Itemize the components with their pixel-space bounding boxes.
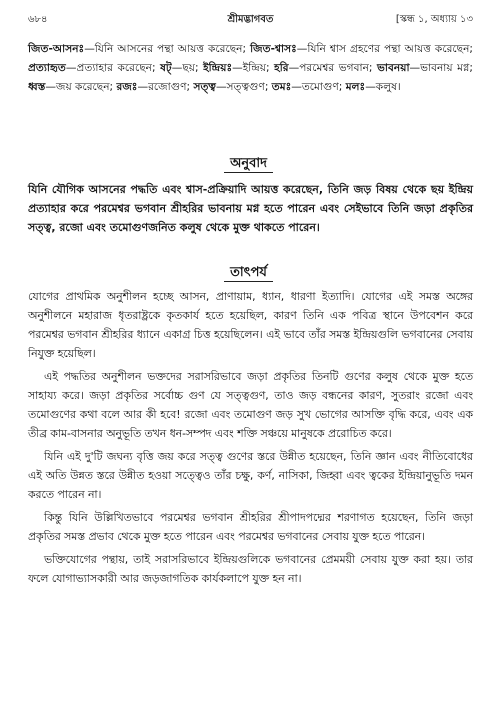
synonym-meaning: যিনি আসনের পন্থা আয়ত্ত করেছেন; xyxy=(94,43,247,55)
synonym-entry: জিত-শ্বাসঃ—যিনি শ্বাস গ্রহণের পন্থা আয়ত্ত করেছেন; xyxy=(250,43,473,55)
synonym-entry: জিত-আসনঃ—যিনি আসনের পন্থা আয়ত্ত করেছেন; xyxy=(28,43,247,55)
synonym-entry: মলঃ—কলুষ। xyxy=(345,81,401,93)
synonym-entry: ভাবনয়া—ভাবনায় মগ্ন; xyxy=(377,62,473,74)
synonym-meaning: প্রত্যাহার করেছেন; xyxy=(76,62,156,74)
purport-paragraph: যিনি এই দু'টি জঘন্য বৃত্তি জয় করে সত্ত্ব গুণের স্তরে উন্নীত হয়েছেন, তিনি জ্ঞান এবং নীতিবোধের এই অতি উন্নত স্তরে উন্নীত হওয়া সত্ত্বেও তাঁর চক্ষু, কর্ণ, নাসিকা, জিহ্বা এবং ত্বকের ইন্দ্রিয়ানুভূতি দমন করতে পারেন না। xyxy=(28,450,473,501)
synonym-term: জিত-আসনঃ xyxy=(28,43,85,55)
translation-text: যিনি যৌগিক আসনের পদ্ধতি এবং শ্বাস-প্রক্রিয়াদি আয়ত্ত করেছেন, তিনি জড় বিষয় থেকে ছয় ইন্দ্রিয় প্রত্যাহার করে পরমেশ্বর ভগবান শ্রীহরির ভাবনায় মগ্ন হতে পারেন এবং সেইভাবে তিনি জড়া প্রকৃতির সত্ত্ব, রজো এবং তমোগুণজনিত কলুষ থেকে মুক্ত থাকতে পারেন। xyxy=(28,183,473,234)
synonym-term: ধ্বস্ত xyxy=(28,81,46,93)
synonym-meaning: ইন্দ্রিয়; xyxy=(242,62,270,74)
purport-paragraph: যোগের প্রাথমিক অনুশীলন হচ্ছে আসন, প্রাণায়াম, ধ্যান, ধারণা ইত্যাদি। যোগের এই সমস্ত অঙ্গের অনুশীলনে মহারাজ ধৃতরাষ্ট্রকে কৃতকার্য হতে হয়েছিল, কারণ তিনি এক পবিত্র স্থানে উপবেশন করে পরমেশ্বর ভগবান শ্রীহরির ধ্যানে একাগ্র চিত্ত হয়েছিলেন। এই ভাবে তাঁর সমস্ত ইন্দ্রিয়গুলি ভগবানের সেবায় নিযুক্ত হয়েছিল। xyxy=(28,290,473,360)
page-number: ৬৮৪ xyxy=(28,14,48,25)
synonym-entry: ষট্—ছয়; xyxy=(160,62,199,74)
synonym-term: মলঃ xyxy=(345,81,366,93)
synonym-term: ষট্ xyxy=(160,62,172,74)
synonym-entry: ধ্বস্ত—জয় করেছেন; xyxy=(28,81,114,93)
synonym-entry: সত্ত্ব—সত্ত্বগুণ; xyxy=(193,81,269,93)
synonym-term: সত্ত্ব xyxy=(193,81,216,93)
purport-paragraph: কিন্তু যিনি উল্লিখিতভাবে পরমেশ্বর ভগবান শ্রীহরির শ্রীপাদপদ্মের শরণাগত হয়েছেন, তিনি জড়া প্রকৃতির সমস্ত প্রভাব থেকে মুক্ত হতে পারেন এবং পরমেশ্বর ভগবানের সেবায় যুক্ত হতে পারেন। xyxy=(28,511,473,543)
synonym-entry: হরি—পরমেশ্বর ভগবান; xyxy=(274,62,373,74)
synonym-term: তমঃ xyxy=(271,81,292,93)
synonym-term: ভাবনয়া xyxy=(377,62,410,74)
purport-body xyxy=(28,287,473,592)
synonym-entry: প্রত্যাহৃত—প্রত্যাহার করেছেন; xyxy=(28,62,156,74)
word-for-word-synonyms xyxy=(28,40,473,97)
purport-paragraph: ভক্তিযোগের পন্থায়, তাই সরাসরিভাবে ইন্দ্রিয়গুলিকে ভগবানের প্রেমময়ী সেবায় যুক্ত করা হয়। তার ফলে যোগাভ্যাসকারী আর জড়জাগতিক কার্যকলাপে যুক্ত হন না। xyxy=(28,553,473,585)
synonym-term: প্রত্যাহৃত xyxy=(28,62,66,74)
synonym-meaning: সত্ত্বগুণ; xyxy=(226,81,269,93)
synonym-meaning: ভাবনায় মগ্ন; xyxy=(420,62,473,74)
purport-heading-text: তাৎপর্য xyxy=(224,265,273,282)
purport-heading xyxy=(0,263,497,284)
synonym-meaning: ছয়; xyxy=(182,62,199,74)
synonym-entry: ইন্দ্রিয়ঃ—ইন্দ্রিয়; xyxy=(203,62,270,74)
purport-paragraph: এই পদ্ধতির অনুশীলন ভক্তদের সরাসরিভাবে জড়া প্রকৃতির তিনটি গুণের কলুষ থেকে মুক্ত হতে সাহায্য করে। জড়া প্রকৃতির সর্বোচ্চ গুণ যে সত্ত্বগুণ, তাও জড় বন্ধনের কারণ, সুতরাং রজো এবং তমোগুণের কথা বলে আর কী হবে! রজো এবং তমোগুণ জড় সুখ ভোগের আসক্তি বৃদ্ধি করে, এবং এক তীব্র কাম-বাসনার অনুভূতি তখন ধন-সম্পদ এবং শক্তি সঞ্চয়ে মানুষকে প্ররোচিত করে। xyxy=(28,370,473,440)
translation-heading xyxy=(0,154,497,175)
synonym-term: হরি xyxy=(274,62,289,74)
synonym-meaning: তমোগুণ; xyxy=(301,81,343,93)
synonym-entry: তমঃ—তমোগুণ; xyxy=(271,81,343,93)
synonym-entry: রজঃ—রজোগুণ; xyxy=(116,81,191,93)
page-header xyxy=(28,12,473,28)
translation-heading-text: অনুবাদ xyxy=(224,156,273,173)
synonym-meaning: যিনি শ্বাস গ্রহণের পন্থা আয়ত্ত করেছেন; xyxy=(307,43,473,55)
book-title: শ্রীমদ্ভাগবত xyxy=(227,14,274,25)
synonym-meaning: রজোগুণ; xyxy=(148,81,191,93)
synonym-meaning: জয় করেছেন; xyxy=(55,81,114,93)
synonym-meaning: পরমেশ্বর ভগবান; xyxy=(299,62,373,74)
synonym-term: জিত-শ্বাসঃ xyxy=(250,43,297,55)
synonym-meaning: কলুষ। xyxy=(375,81,401,93)
chapter-reference: [স্কন্ধ ১, অধ্যায় ১৩ xyxy=(395,14,473,25)
synonym-term: ইন্দ্রিয়ঃ xyxy=(203,62,233,74)
synonym-term: রজঃ xyxy=(116,81,138,93)
